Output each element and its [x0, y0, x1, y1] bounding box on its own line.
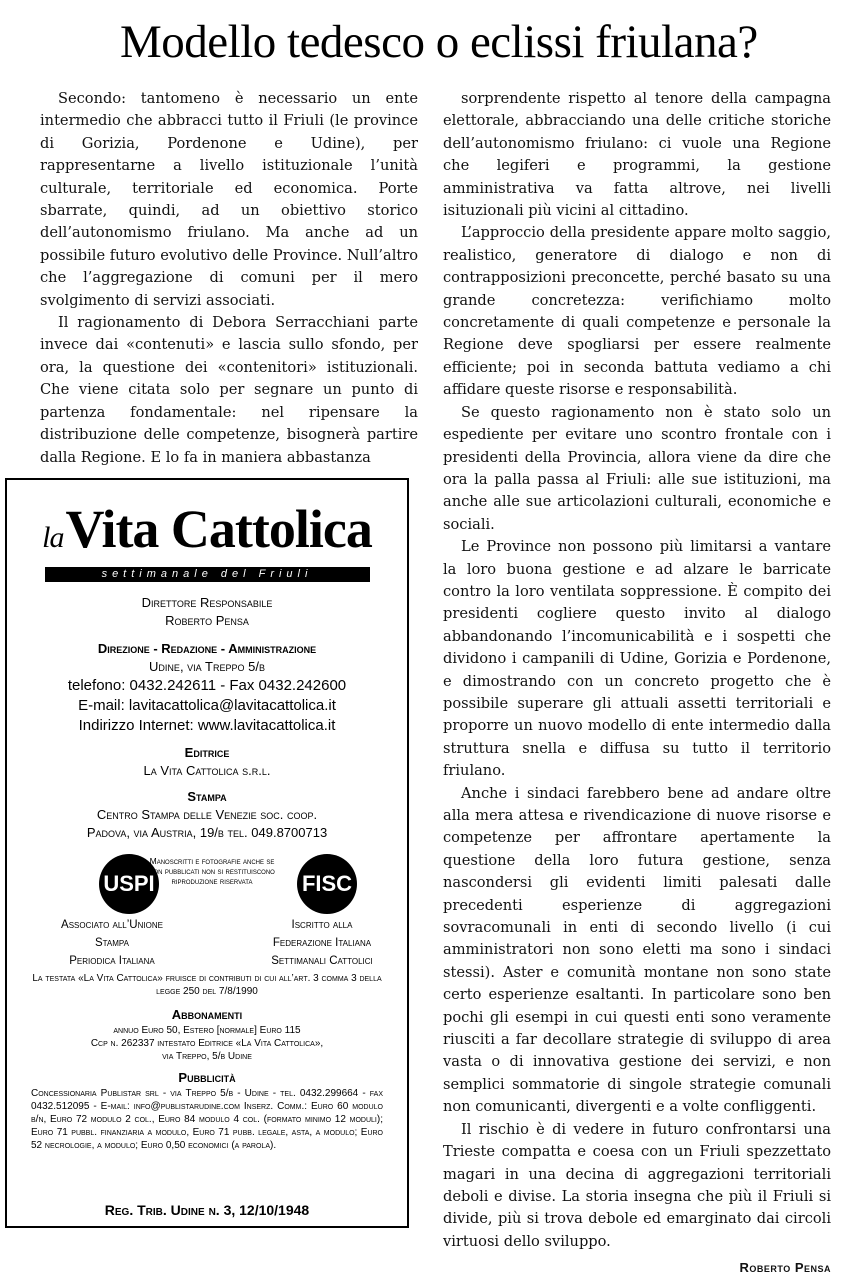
advertising-label: Pubblicità	[178, 1070, 236, 1085]
logo-title: Vita Cattolica	[65, 499, 372, 559]
contributi-note: La testata «La Vita Cattolica» fruisce di contributi di cui all’art. 3 comma 3 della legge 250 del 7/8/1990	[32, 973, 382, 997]
article-paragraph: Anche i sindaci farebbero bene ad andare oltre alla mera attesa e rivendicazione di nuove risorse e competenze per affrontare apertamente la questione della loro futura gestione, senza nascondersi gli evidenti limiti palesati dalle precedenti esperienze di aggregazioni sovracomunali in enti di secondo livello (i cui amministratori non sono eletti ma sono i sindaci stessi). Aster e comunità montane non sono state certo esperienze esaltanti. In particolare sono ben pochi gli esempi in cui questi enti sono veramente riusciti a far decollare strategie di sviluppo di area vasta o di innovativa gestione dei servizi, e non semplici sommatorie di singole strategie comunali non comunicanti, divergenti e a volte confliggenti.	[443, 784, 831, 1116]
assoc-fisc-line: Federazione Italiana	[272, 937, 372, 949]
print-label: Stampa	[187, 789, 227, 804]
director-name: Roberto Pensa	[165, 613, 249, 628]
masthead-box	[5, 478, 409, 1228]
assoc-uspi-line: Periodica Italiana	[69, 955, 155, 967]
assoc-fisc	[237, 916, 407, 970]
article-paragraph: sorprendente rispetto al tenore della campagna elettorale, abbracciando una delle critiche storiche dell’autonomismo friulano: ci vuole una Regione che legiferi e programmi, la gestione amministrativa va fatta altrove, nei livelli isituzionali più vicini al cittadino.	[443, 90, 831, 220]
article-column-right	[443, 88, 831, 1280]
uspi-logo: USPI	[99, 854, 159, 914]
logo-tagline: settimanale del Friuli	[45, 567, 370, 582]
article-paragraph: Se questo ragionamento non è stato solo un espediente per evitare uno scontro frontale con i presidenti della Provincia, allora viene da dire che ora la palla passa al Friuli: alle sue istituzioni, ma anche alle sue articolazioni culturali, economiche e sociali.	[443, 403, 831, 533]
print-name: Centro Stampa delle Venezie soc. coop.	[96, 807, 318, 822]
subscriptions-line: via Treppo, 5/b Udine	[162, 1051, 252, 1062]
article-paragraph: Le Province non possono più limitarsi a vantare la loro buona gestione e ad alzare le barricate contro la loro ventilata soppressione. È compito dei presidenti cogliere questo invito al dialogo abbandonando l’incomunicabilità e i sospetti che dividono i campanili di Udine, Gorizia e Pordenone, e dimostrando con un concreto progetto che è possibile superare gli attuali assetti territoriali e proporre un nuovo modello di ente intermedio dalla struttura snella e diffusa su tutto il territorio friulano.	[443, 538, 831, 780]
publisher-label: Editrice	[184, 745, 230, 760]
article-paragraph: Il ragionamento di Debora Serracchiani parte invece dai «contenuti» e lascia sullo sfondo, per ora, la questione dei «contenitori» istituzionali. Che viene citata solo per segnare un punto di partenza fondamentale: nel ripensare la distribuzione delle competenze, bisognerà partire dalla Regione. E lo fa in maniera abbastanza	[40, 314, 418, 466]
fisc-logo: FISC	[297, 854, 357, 914]
article-author: Roberto Pensa	[739, 1260, 831, 1276]
logo-article: la	[42, 521, 64, 554]
assoc-uspi	[27, 916, 197, 970]
manuscripts-note: Manoscritti e fotografie anche se non pubblicati non si restituiscono riproduzione riservata	[149, 856, 275, 886]
newspaper-logo	[7, 500, 407, 567]
web-line: Indirizzo Internet: www.lavitacattolica.it	[78, 717, 336, 734]
director-label: Direttore Responsabile	[141, 595, 273, 610]
subscriptions-line: annuo Euro 50, Estero [normale] Euro 115	[113, 1025, 301, 1036]
membership-logos	[7, 848, 407, 967]
article-headline: Modello tedesco o eclissi friulana?	[120, 16, 758, 68]
publisher-name: La Vita Cattolica s.r.l.	[143, 763, 271, 778]
assoc-fisc-line: Iscritto alla	[291, 919, 353, 931]
subscriptions-label: Abbonamenti	[171, 1007, 243, 1022]
office-address: Udine, via Treppo 5/b	[149, 659, 265, 674]
assoc-fisc-line: Settimanali Cattolici	[271, 955, 373, 967]
advertising-text: Concessionaria Publistar srl - via Treppo 5/b - Udine - tel. 0432.299664 - fax 0432.512095 - E-mail: info@publistarudine.com Inserz. Comm.: Euro 60 modulo b/n, Euro 72 modulo 2 col., Euro 84 modulo 4 col. (formato minimo 12 moduli); Euro 71 pubbl. finanziaria a modulo, Euro 71 pubb. legale, asta, a modulo; Euro 52 necrologie, a modulo; Euro 0,50 economici (a parola).	[31, 1088, 383, 1151]
article-paragraph: Il rischio è di vedere in futuro confrontarsi una Trieste compatta e coesa con un Friuli spezzettato magari in una decina di aggregazioni territoriali deboli e divise. La storia insegna che più il Friuli si divide, più si trova debole ed emarginato dai circoli virtuosi dello sviluppo.	[443, 1120, 831, 1250]
office-label: Direzione - Redazione - Amministrazione	[97, 641, 317, 656]
article-paragraph: Secondo: tantomeno è necessario un ente intermedio che abbracci tutto il Friuli (le province di Gorizia, Pordenone e Udine), per rappresentarne a livello istituzionale l’unità culturale, territoriale ed economica. Porte sbarrate, quindi, ad un obiettivo storico dell’autonomismo friulano. Ma anche ad un possibile futuro evolutivo delle Province. Null’altro che l’aggregazione di comuni per il mero svolgimento di servizi associati.	[40, 90, 418, 309]
phone-line: telefono: 0432.242611 - Fax 0432.242600	[67, 677, 347, 694]
assoc-uspi-line: Stampa	[94, 937, 130, 949]
article-column-left	[40, 88, 418, 469]
assoc-uspi-line: Associato all’Unione	[61, 919, 163, 931]
subscriptions-line: Ccp n. 262337 intestato Editrice «La Vita Cattolica»,	[90, 1038, 324, 1049]
article-paragraph: L’approccio della presidente appare molto saggio, realistico, generatore di dialogo e non di contrapposizioni preconcette, perché basato su una grande concretezza: verifichiamo molto concretamente di quali competenze e personale la Regione deve spogliarsi per essere realmente efficiente; poi in seconda battuta vediamo a chi affidare queste risorse e responsabilità.	[443, 224, 831, 399]
registration-line: Reg. Trib. Udine n. 3, 12/10/1948	[104, 1202, 310, 1218]
email-line: E-mail: lavitacattolica@lavitacattolica.it	[78, 697, 336, 714]
print-address: Padova, via Austria, 19/b tel. 049.8700713	[86, 825, 328, 840]
